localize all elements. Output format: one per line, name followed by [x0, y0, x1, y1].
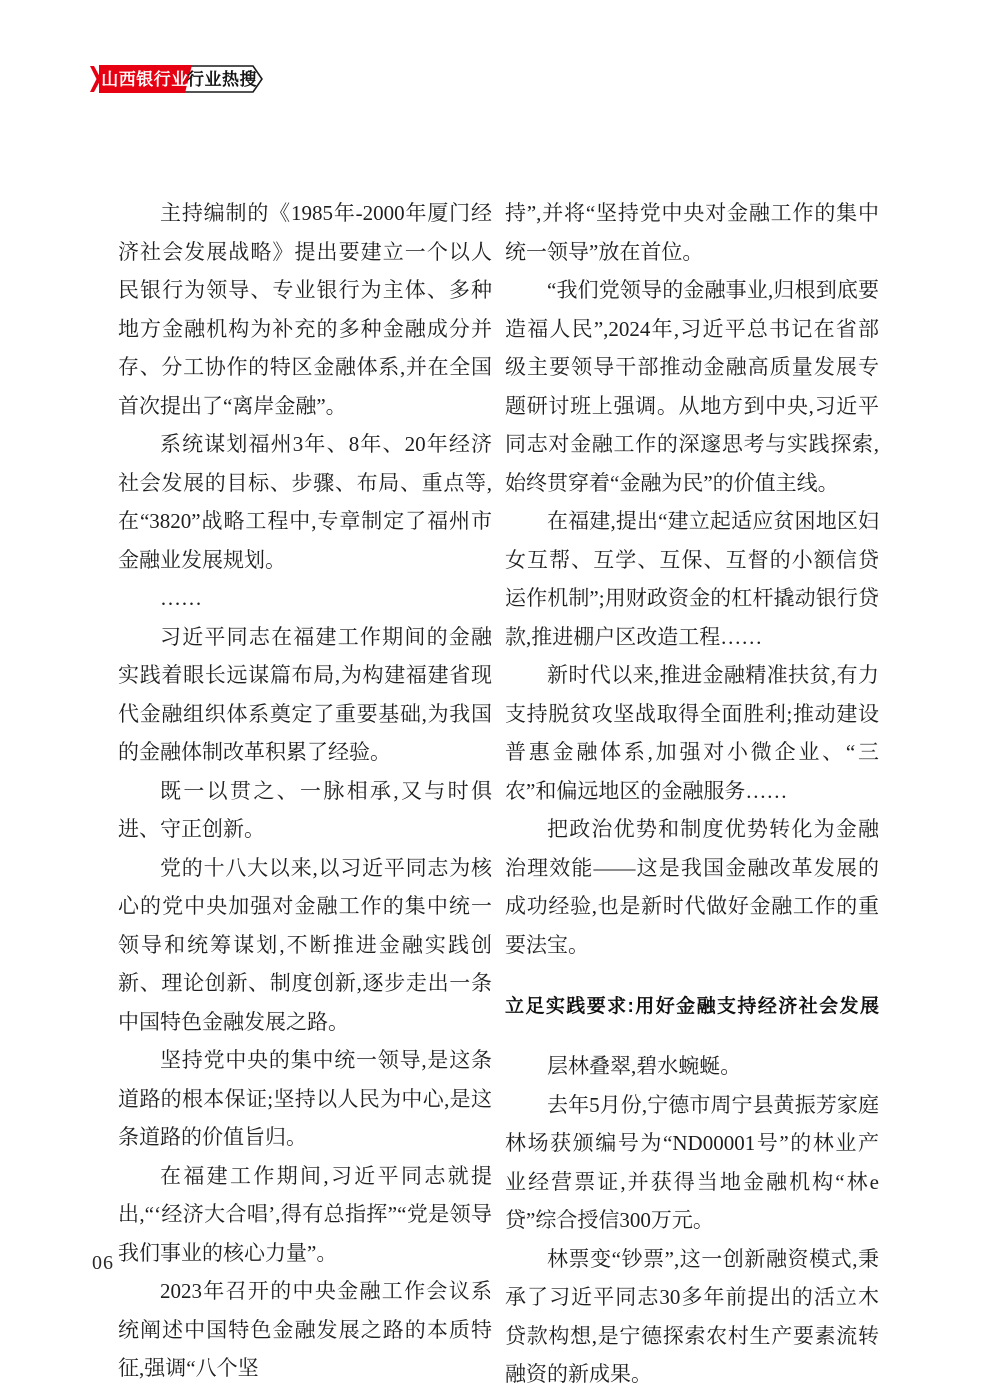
left-column [118, 194, 492, 1388]
masthead-banner [90, 64, 268, 94]
brand-label: 山西银行业 [101, 70, 189, 89]
paragraph: 2023年召开的中央金融工作会议系统阐述中国特色金融发展之路的本质特征,强调“八个坚 [118, 1279, 492, 1380]
paragraph-continuation: 持”,并将“坚持党中央对金融工作的集中统一领导”放在首位。 [505, 201, 879, 264]
section-label: 行业热搜 [187, 70, 257, 89]
paragraph: 坚持党中央的集中统一领导,是这条道路的根本保证;坚持以人民为中心,是这条道路的价值旨归。 [118, 1048, 492, 1149]
page-number: 06 [92, 1252, 114, 1274]
paragraph: 新时代以来,推进金融精准扶贫,有力支持脱贫攻坚战取得全面胜利;推动建设普惠金融体系,加强对小微企业、“三农”和偏远地区的金融服务…… [505, 663, 879, 803]
paragraph: 既一以贯之、一脉相承,又与时俱进、守正创新。 [118, 778, 492, 841]
paragraph: 系统谋划福州3年、8年、20年经济社会发展的目标、步骤、布局、重点等,在“3820”战略工程中,专章制定了福州市金融业发展规划。 [118, 432, 492, 572]
paragraph: 在福建,提出“建立起适应贫困地区妇女互帮、互学、互保、互督的小额信贷运作机制”;用财政资金的杠杆撬动银行贷款,推进棚户区改造工程…… [505, 509, 879, 649]
paragraph: 林票变“钞票”,这一创新融资模式,秉承了习近平同志30多年前提出的活立木贷款构想,是宁德探索农村生产要素流转融资的新成果。 [505, 1246, 879, 1386]
paragraph: 主持编制的《1985年-2000年厦门经济社会发展战略》提出要建立一个以人民银行为领导、专业银行为主体、多种地方金融机构为补充的多种金融成分并存、分工协作的特区金融体系,并在全国首次提出了“离岸金融”。 [118, 201, 492, 418]
paragraph: 在福建工作期间,习近平同志就提出,“‘经济大合唱’,得有总指挥”“党是领导我们事业的核心力量”。 [118, 1163, 492, 1265]
paragraph: 把政治优势和制度优势转化为金融治理效能——这是我国金融改革发展的成功经验,也是新时代做好金融工作的重要法宝。 [505, 817, 879, 957]
paragraph: 层林叠翠,碧水蜿蜒。 [547, 1054, 742, 1078]
paragraph: 党的十八大以来,以习近平同志为核心的党中央加强对金融工作的集中统一领导和统筹谋划,不断推进金融实践创新、理论创新、制度创新,逐步走出一条中国特色金融发展之路。 [118, 855, 492, 1034]
right-column [505, 194, 879, 1394]
section-heading: 立足实践要求:用好金融支持经济社会发展 [505, 996, 879, 1017]
paragraph-ellipsis: …… [160, 586, 202, 610]
paragraph: 习近平同志在福建工作期间的金融实践着眼长远谋篇布局,为构建福建省现代金融组织体系奠定了重要基础,为我国的金融体制改革积累了经验。 [118, 624, 492, 764]
paragraph: 去年5月份,宁德市周宁县黄振芳家庭林场获颁编号为“ND00001号”的林业产业经营票证,并获得当地金融机构“林e贷”综合授信300万元。 [505, 1092, 879, 1232]
paragraph: “我们党领导的金融事业,归根到底要造福人民”,2024年,习近平总书记在省部级主要领导干部推动金融高质量发展专题研讨班上强调。从地方到中央,习近平同志对金融工作的深邃思考与实践探索,始终贯穿着“金融为民”的价值主线。 [505, 278, 879, 495]
